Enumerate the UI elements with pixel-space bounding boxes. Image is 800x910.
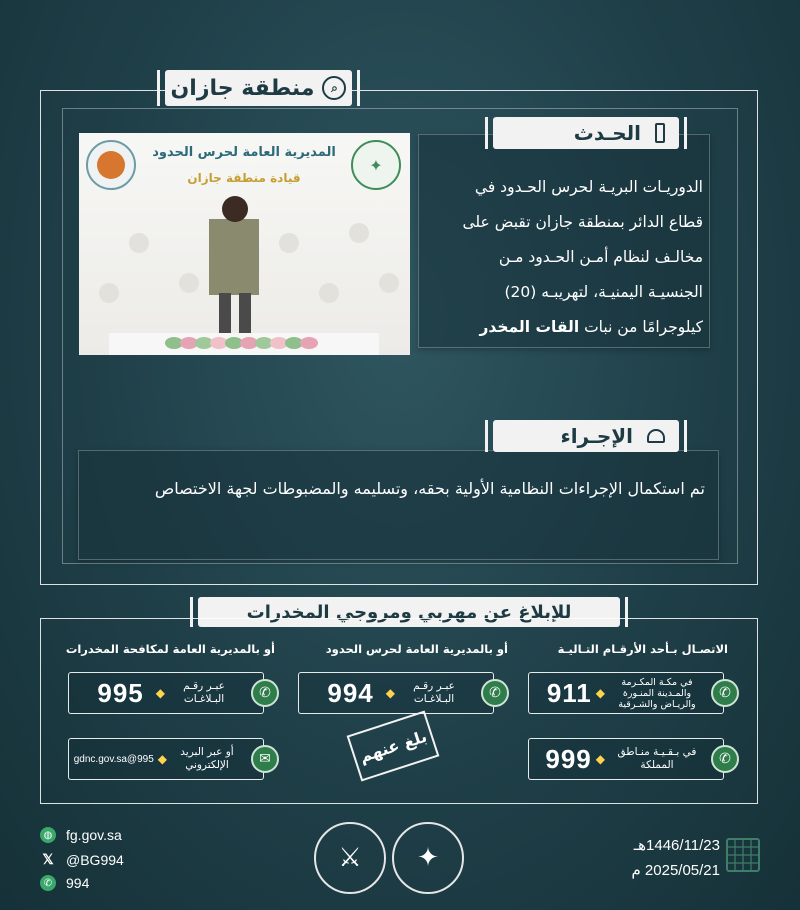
photo-illustration [79, 133, 410, 355]
event-tab [493, 117, 679, 149]
hotline-994-label: عبـر رقـم البـلاغـات [413, 680, 455, 705]
suspect-photo [79, 133, 410, 355]
phone-icon: ✆ [711, 745, 739, 773]
date-gregorian: 2025/05/21 م [631, 862, 720, 879]
region-title: منطقة جازان [170, 75, 315, 101]
col-mid-head: أو بالمديرية العامة لحرس الحدود [325, 642, 508, 656]
hotline-911-number: 911 [546, 677, 592, 708]
footer-website[interactable] [40, 827, 122, 843]
arrow-icon: ◆ [385, 686, 395, 700]
walkie-talkie-icon [655, 123, 665, 143]
siren-icon [647, 429, 665, 443]
action-panel [78, 450, 719, 560]
arrow-icon: ◆ [155, 686, 165, 700]
svg-text:✦: ✦ [369, 156, 383, 175]
event-line-last [423, 310, 703, 345]
footer-x[interactable] [40, 851, 124, 868]
footer-phone[interactable] [40, 875, 89, 891]
action-text: تم استكمال الإجراءات النظامية الأولية بحقه، وتسليمه والمضبوطات لجهة الاختصاص [154, 479, 705, 498]
hotline-995[interactable] [68, 672, 271, 714]
stamp-text: بلغ عنهم [356, 726, 430, 766]
email-address[interactable]: 995@gdnc.gov.sa [73, 753, 154, 765]
calendar-icon [726, 838, 760, 872]
arrow-icon: ◆ [595, 686, 605, 700]
hotline-999-label: في بـقـيـة منـاطق المملكة [617, 746, 697, 771]
action-tab [493, 420, 679, 452]
x-icon: 𝕏 [42, 851, 54, 867]
event-line: الجنسيـة اليمنيـة، لتهريبـه (20) [504, 283, 703, 301]
photo-banner-subtitle: قيادة منطقة جازان [187, 171, 301, 185]
action-title: الإجـراء [560, 424, 633, 448]
envelope-icon: ✉ [251, 745, 279, 773]
hotline-994-number: 994 [327, 677, 374, 708]
arrow-icon: ◆ [157, 752, 167, 766]
hotline-911-label: في مكـة المكـرمة والمـدينة المنـورة والريـاض والشـرقية [618, 676, 696, 710]
event-text [423, 170, 703, 345]
hotline-995-number: 995 [97, 677, 144, 708]
col-left-head: أو بالمديرية العامة لمكافحة المخدرات [65, 642, 275, 656]
hotline-999-number: 999 [545, 743, 592, 774]
event-line: قطاع الدائر بمنطقة جازان تقبض على [462, 213, 703, 231]
event-line: الدوريـات البريـة لحرس الحـدود في [474, 178, 703, 196]
phone-icon: ✆ [711, 679, 739, 707]
phone-text[interactable]: 994 [66, 875, 90, 891]
email-box[interactable] [68, 738, 271, 780]
col-right-head: الاتصـال بـأحد الأرقـام التـاليـة [557, 642, 728, 656]
report-title: للإبلاغ عن مهربي ومروجي المخدرات [246, 601, 572, 623]
hotline-994[interactable] [298, 672, 501, 714]
date-hijri: 1446/11/23هـ [633, 837, 720, 854]
website-text[interactable]: fg.gov.sa [66, 827, 122, 843]
hotline-999[interactable] [528, 738, 731, 780]
event-last-prefix: كيلوجرامًا من نبات [584, 318, 703, 336]
phone-icon: ✆ [40, 875, 56, 891]
region-tab [165, 70, 352, 106]
event-last-bold: القات المخدر [479, 318, 580, 336]
region-icon: ⌕ [322, 76, 346, 100]
x-handle-text[interactable]: @BG994 [66, 851, 124, 868]
phone-icon: ✆ [251, 679, 279, 707]
photo-banner-title: المديرية العامة لحرس الحدود [152, 145, 336, 160]
hotline-911[interactable] [528, 672, 731, 714]
event-title: الحـدث [573, 121, 641, 145]
border-guard-emblem: ⚔ [314, 822, 386, 894]
arrow-icon: ◆ [595, 752, 605, 766]
phone-icon: ✆ [481, 679, 509, 707]
saudi-emblem: ✦ [392, 822, 464, 894]
globe-icon: ◍ [40, 827, 56, 843]
event-line: مخالـف لنظام أمـن الحـدود مـن [498, 248, 703, 266]
email-label: أو عبر البريد الإلكتروني [180, 746, 234, 771]
hotline-995-label: عبـر رقـم البـلاغـات [183, 680, 225, 705]
